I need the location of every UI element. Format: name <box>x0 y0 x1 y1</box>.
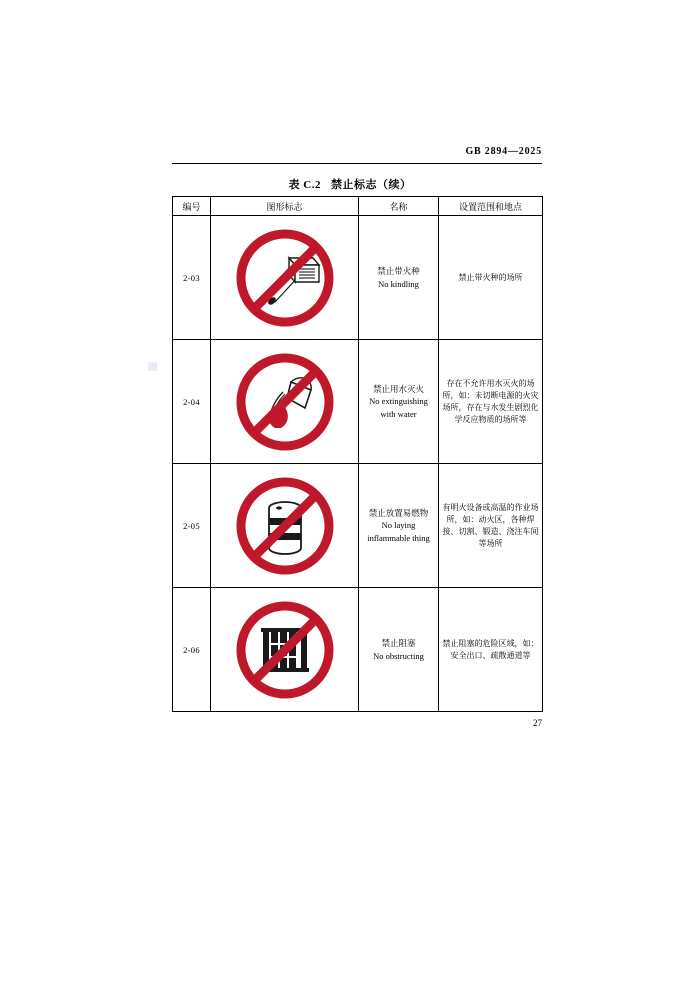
sign-place-cell: 有明火设备或高温的作业场所，如：动火区，各种焊接、切割、锻造、浇注车间等场所 <box>439 464 543 588</box>
row-number: 2-03 <box>173 216 211 340</box>
table-caption-label: 表 C.2 <box>288 179 321 191</box>
sign-name-en: No extinguishing <box>369 396 428 407</box>
row-number: 2-06 <box>173 588 211 712</box>
table-row <box>173 340 543 464</box>
margin-mark <box>148 362 157 371</box>
sign-name-cell <box>359 588 439 712</box>
prohibition-signs-table <box>172 196 543 712</box>
page-number: 27 <box>533 718 542 728</box>
header-rule <box>172 163 542 164</box>
sign-place-cell: 禁止带火种的场所 <box>439 216 543 340</box>
header-standard-code: GB 2894—2025 <box>465 146 542 157</box>
sign-name-zh: 禁止用水灭火 <box>372 384 424 395</box>
no-extinguishing-with-water-icon <box>235 352 335 452</box>
table-row <box>173 216 543 340</box>
column-header-symbol: 图形标志 <box>211 197 359 216</box>
sign-name-zh: 禁止阻塞 <box>381 638 416 649</box>
table-header-row <box>173 197 543 216</box>
table-row <box>173 464 543 588</box>
no-obstructing-icon <box>235 600 335 700</box>
sign-symbol-cell <box>211 340 359 464</box>
sign-name-en-line2: inflammable thing <box>367 532 430 543</box>
sign-name-zh: 禁止带火种 <box>377 266 420 277</box>
sign-name-cell <box>359 216 439 340</box>
column-header-name: 名称 <box>359 197 439 216</box>
sign-symbol-cell <box>211 216 359 340</box>
no-laying-inflammable-thing-icon <box>235 476 335 576</box>
sign-name-en: No obstructing <box>373 650 424 661</box>
sign-name-cell <box>359 464 439 588</box>
table-caption <box>0 176 700 192</box>
sign-name-cell <box>359 340 439 464</box>
sign-name-en: No kindling <box>378 278 419 289</box>
sign-name-en-line2: with water <box>380 408 417 419</box>
sign-place-cell: 存在不允许用水灭火的场所，如：未切断电源的火灾场所，存在与水发生剧烈化学反应物质的场所等 <box>439 340 543 464</box>
sign-name-en: No laying <box>381 520 416 531</box>
row-number: 2-05 <box>173 464 211 588</box>
column-header-place: 设置范围和地点 <box>439 197 543 216</box>
sign-symbol-cell <box>211 588 359 712</box>
sign-symbol-cell <box>211 464 359 588</box>
row-number: 2-04 <box>173 340 211 464</box>
sign-place-cell: 禁止阻塞的危险区域，如：安全出口、疏散通道等 <box>439 588 543 712</box>
table-caption-title: 禁止标志（续） <box>330 179 412 191</box>
sign-name-zh: 禁止放置易燃物 <box>368 508 429 519</box>
table-row <box>173 588 543 712</box>
no-kindling-icon <box>235 228 335 328</box>
column-header-no: 编号 <box>173 197 211 216</box>
